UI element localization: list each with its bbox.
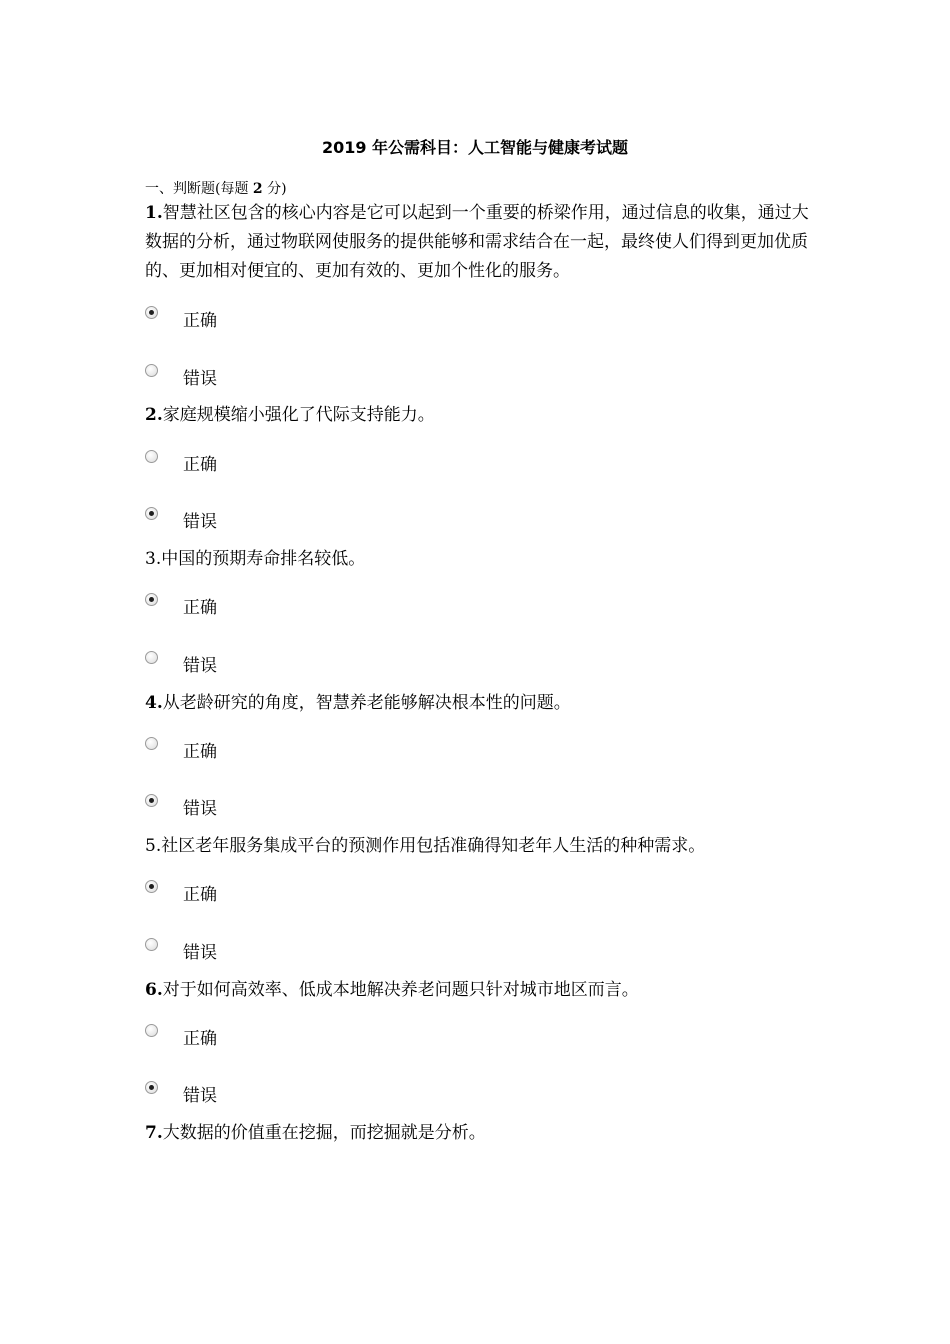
option-q5-true[interactable] <box>145 880 217 904</box>
option-label: 错误 <box>183 942 217 963</box>
question-text: 中国的预期寿命排名较低。 <box>161 549 366 569</box>
question-text: 智慧社区包含的核心内容是它可以起到一个重要的桥梁作用，通过信息的收集，通过大数据的分析，通过物联网使服务的提供能够和需求结合在一起，最终使人们得到更加优质的、更加相对便宜的、更加有效的、更加个性化的服务。 <box>145 203 809 281</box>
question-text: 大数据的价值重在挖掘，而挖掘就是分析。 <box>162 1123 486 1143</box>
question-number: 2. <box>145 405 163 425</box>
question-number: 3. <box>145 549 162 569</box>
radio-checked-icon[interactable] <box>145 593 158 606</box>
option-label: 错误 <box>183 368 217 389</box>
radio-checked-icon[interactable] <box>145 507 158 520</box>
question-number: 5. <box>145 836 162 856</box>
radio-unchecked-icon[interactable] <box>145 651 158 664</box>
option-q6-false[interactable] <box>145 1081 217 1105</box>
question-1 <box>145 199 825 286</box>
question-5 <box>145 832 825 861</box>
question-4 <box>145 689 825 718</box>
question-number: 6. <box>145 980 163 1000</box>
option-q4-false[interactable] <box>145 794 217 818</box>
question-text: 社区老年服务集成平台的预测作用包括准确得知老年人生活的种种需求。 <box>161 836 706 856</box>
question-number: 1. <box>145 203 163 223</box>
option-q3-true[interactable] <box>145 593 217 617</box>
question-text: 从老龄研究的角度，智慧养老能够解决根本性的问题。 <box>162 693 571 713</box>
page-title: 2019 年公需科目：人工智能与健康考试题 <box>321 138 629 157</box>
option-label: 正确 <box>183 454 217 475</box>
option-label: 正确 <box>183 1028 217 1049</box>
option-label: 正确 <box>183 741 217 762</box>
option-q6-true[interactable] <box>145 1024 217 1048</box>
option-q2-false[interactable] <box>145 507 217 531</box>
option-label: 错误 <box>183 798 217 819</box>
radio-unchecked-icon[interactable] <box>145 938 158 951</box>
question-3 <box>145 545 825 574</box>
question-number: 4. <box>145 693 163 713</box>
option-q4-true[interactable] <box>145 737 217 761</box>
question-number: 7. <box>145 1123 163 1143</box>
option-q1-false[interactable] <box>145 364 217 388</box>
option-label: 正确 <box>183 884 217 905</box>
radio-checked-icon[interactable] <box>145 1081 158 1094</box>
radio-unchecked-icon[interactable] <box>145 737 158 750</box>
option-q3-false[interactable] <box>145 651 217 675</box>
question-6 <box>145 976 825 1005</box>
option-q5-false[interactable] <box>145 938 217 962</box>
option-label: 错误 <box>183 655 217 676</box>
option-label: 正确 <box>183 310 217 331</box>
option-label: 正确 <box>183 597 217 618</box>
radio-unchecked-icon[interactable] <box>145 364 158 377</box>
option-label: 错误 <box>183 1085 217 1106</box>
question-2 <box>145 401 825 430</box>
radio-checked-icon[interactable] <box>145 794 158 807</box>
radio-checked-icon[interactable] <box>145 306 158 319</box>
section-heading: 一、判断题(每题 2 分) <box>145 181 287 197</box>
question-text: 对于如何高效率、低成本地解决养老问题只针对城市地区而言。 <box>162 980 639 1000</box>
question-text: 家庭规模缩小强化了代际支持能力。 <box>162 405 435 425</box>
radio-unchecked-icon[interactable] <box>145 1024 158 1037</box>
radio-unchecked-icon[interactable] <box>145 450 158 463</box>
option-q1-true[interactable] <box>145 306 217 330</box>
question-7 <box>145 1119 825 1148</box>
option-q2-true[interactable] <box>145 450 217 474</box>
radio-checked-icon[interactable] <box>145 880 158 893</box>
option-label: 错误 <box>183 511 217 532</box>
